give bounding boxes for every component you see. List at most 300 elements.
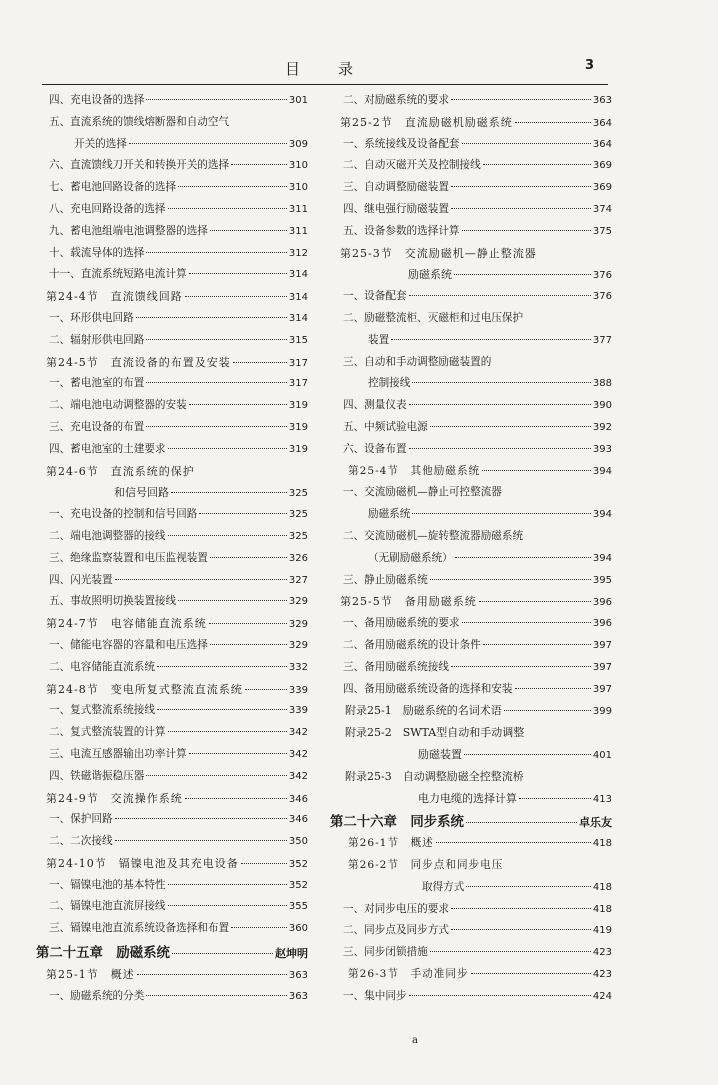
- toc-entry-title: 第24-6节 直流系统的保护: [46, 464, 195, 478]
- toc-entry: [36, 484, 308, 506]
- dot-leader: [241, 863, 287, 864]
- toc-entry-title: 一、系统接线及设备配套: [343, 137, 460, 150]
- toc-entry: [330, 114, 612, 136]
- toc-entry-page: 350: [288, 836, 308, 848]
- toc-entry-title: 励磁装置: [418, 747, 462, 761]
- dot-leader: [483, 644, 591, 645]
- toc-entry: [330, 136, 612, 158]
- dot-leader: [466, 822, 577, 823]
- toc-entry: [330, 724, 612, 746]
- dot-leader: [146, 775, 287, 776]
- toc-entry-title: 四、铁磁谐振稳压器: [49, 769, 145, 782]
- dot-leader: [482, 470, 591, 471]
- toc-entry: [36, 463, 308, 485]
- dot-leader: [189, 273, 287, 274]
- toc-entry: [36, 966, 308, 988]
- toc-entry: [330, 879, 612, 901]
- toc-entry-page: 311: [288, 225, 308, 237]
- toc-entry: [330, 201, 612, 223]
- toc-entry-page: 311: [288, 203, 308, 215]
- dot-leader: [178, 600, 287, 601]
- toc-entry-title: 附录25-3 自动调整励磁全控整流桥: [345, 769, 524, 783]
- toc-entry: [330, 310, 612, 332]
- dot-leader: [231, 927, 287, 928]
- toc-entry-page: 319: [288, 421, 308, 433]
- toc-entry-title: 第24-4节 直流馈线回路: [46, 290, 183, 304]
- dot-leader: [471, 973, 591, 974]
- toc-entry-page: 317: [288, 357, 308, 369]
- toc-entry: [330, 702, 612, 724]
- toc-entry-title: 和信号回路: [114, 486, 169, 500]
- toc-entry-title: 二、备用励磁系统的设计条件: [343, 638, 481, 651]
- toc-entry: [36, 223, 308, 245]
- toc-entry-page: 392: [592, 421, 612, 433]
- toc-entry-page: 363: [288, 990, 308, 1002]
- toc-entry-title: 第二十五章 励磁系统: [36, 945, 170, 962]
- toc-entry-title: 一、复式整流系统接线: [49, 704, 155, 717]
- toc-entry: [36, 811, 308, 833]
- dot-leader: [451, 666, 591, 667]
- toc-entry-page: 394: [592, 552, 612, 564]
- toc-entry-page: 329: [288, 596, 308, 608]
- toc-entry-page: 325: [288, 488, 308, 500]
- toc-entry-page: 314: [288, 292, 308, 304]
- toc-entry: [330, 419, 612, 441]
- toc-entry-page: 314: [288, 312, 308, 324]
- toc-entry: [330, 857, 612, 879]
- toc-entry: [36, 441, 308, 463]
- header-rule: [42, 84, 608, 85]
- toc-entry-page: 377: [592, 334, 612, 346]
- toc-entry-title: 装置: [368, 333, 390, 346]
- dot-leader: [451, 208, 591, 209]
- toc-entry-page: 399: [592, 706, 612, 718]
- dot-leader: [451, 186, 591, 187]
- toc-entry-title: 七、蓄电池回路设备的选择: [49, 181, 177, 194]
- dot-leader: [409, 995, 591, 996]
- toc-entry-page: 376: [592, 291, 612, 303]
- toc-entry: [36, 136, 308, 158]
- dot-leader: [451, 908, 591, 909]
- toc-entry-title: 三、电流互感器输出功率计算: [49, 747, 187, 760]
- toc-entry: [330, 901, 612, 923]
- toc-entry-title: 附录25-1 励磁系统的名词术语: [345, 704, 502, 718]
- toc-entry-title: 四、充电设备的选择: [49, 94, 145, 106]
- toc-entry: [330, 681, 612, 703]
- toc-entry: [36, 288, 308, 310]
- toc-entry-page: 423: [592, 947, 612, 959]
- toc-entry-title: 第24-9节 交流操作系统: [46, 791, 183, 805]
- toc-entry-title: 二、镉镍电池直流屏接线: [49, 900, 166, 913]
- toc-entry-page: 326: [288, 552, 308, 564]
- toc-entry: [330, 550, 612, 572]
- dot-leader: [430, 951, 591, 952]
- toc-entry-title: 一、保护回路: [49, 813, 113, 826]
- toc-entry: [36, 375, 308, 397]
- toc-entry-page: 388: [592, 378, 612, 390]
- toc-entry-title: 第26-1节 概述: [348, 837, 434, 850]
- dot-leader: [466, 886, 591, 887]
- toc-right-column: [330, 92, 612, 1010]
- dot-leader: [412, 382, 591, 383]
- toc-entry-page: 342: [288, 727, 308, 739]
- toc-entry-page: 419: [592, 925, 612, 937]
- toc-entry: [330, 245, 612, 267]
- dot-leader: [115, 840, 287, 841]
- dot-leader: [409, 404, 591, 405]
- dot-leader: [146, 382, 287, 383]
- toc-entry-title: 二、端电池调整器的接线: [49, 529, 166, 542]
- toc-entry-title: 励磁系统: [368, 508, 411, 521]
- dot-leader: [146, 99, 287, 100]
- toc-entry: [36, 114, 308, 136]
- toc-entry-page: 319: [288, 400, 308, 412]
- page-number: 3: [585, 58, 595, 73]
- toc-entry-page: 342: [288, 770, 308, 782]
- toc-entry-page: 401: [592, 749, 612, 761]
- toc-entry: [330, 157, 612, 179]
- toc-entry-page: 346: [288, 793, 308, 805]
- toc-entry: [36, 419, 308, 441]
- dot-leader: [455, 557, 591, 558]
- toc-entry-page: 346: [288, 814, 308, 826]
- toc-entry-title: 一、储能电容器的容量和电压选择: [49, 638, 208, 651]
- toc-entry: [36, 354, 308, 376]
- toc-entry: [330, 506, 612, 528]
- toc-entry-page: 394: [592, 465, 612, 477]
- toc-entry-page: 364: [592, 117, 612, 129]
- toc-entry-page: 327: [288, 574, 308, 586]
- toc-entry: [36, 942, 308, 966]
- toc-entry-page: 329: [288, 639, 308, 651]
- dot-leader: [519, 798, 591, 799]
- toc-entry: [36, 397, 308, 419]
- toc-entry: [36, 790, 308, 812]
- toc-entry: [36, 615, 308, 637]
- toc-entry: [330, 659, 612, 681]
- dot-leader: [115, 579, 287, 580]
- dot-leader: [409, 295, 591, 296]
- toc-entry: [330, 484, 612, 506]
- toc-entry-title: 二、同步点及同步方式: [343, 924, 449, 937]
- toc-entry: [330, 528, 612, 550]
- toc-entry-title: 控制接线: [368, 377, 411, 390]
- dot-leader: [479, 601, 591, 602]
- toc-entry-page: 309: [288, 138, 308, 150]
- toc-entry: [36, 550, 308, 572]
- toc-entry: [330, 397, 612, 419]
- toc-entry-title: 四、继电强行励磁装置: [343, 202, 449, 215]
- dot-leader: [168, 905, 287, 906]
- toc-entry-page: 339: [288, 684, 308, 696]
- toc-entry: [330, 944, 612, 966]
- toc-entry-title: 二、复式整流装置的计算: [49, 726, 166, 739]
- dot-leader: [515, 688, 591, 689]
- toc-entry: [36, 310, 308, 332]
- toc-entry-title: 取得方式: [422, 880, 465, 893]
- toc-entry: [330, 835, 612, 857]
- toc-entry-page: 332: [288, 661, 308, 673]
- toc-entry: [36, 898, 308, 920]
- toc-entry-page: 396: [592, 618, 612, 630]
- toc-entry-page: 396: [592, 597, 612, 609]
- toc-entry-page: 363: [288, 970, 308, 982]
- toc-entry-title: 六、设备布置: [343, 442, 407, 455]
- dot-leader: [137, 974, 287, 975]
- toc-entry-title: 一、环形供电回路: [49, 311, 134, 324]
- toc-entry-title: 五、设备参数的选择计算: [343, 224, 460, 237]
- dot-leader: [168, 884, 287, 885]
- toc-entry: [36, 528, 308, 550]
- toc-entry-title: 一、对同步电压的要求: [343, 902, 449, 915]
- dot-leader: [210, 557, 287, 558]
- toc-entry-title: （无刷励磁系统）: [368, 551, 453, 564]
- toc-entry: [330, 463, 612, 485]
- toc-entry-page: 319: [288, 443, 308, 455]
- toc-entry: [330, 746, 612, 768]
- toc-entry: [36, 332, 308, 354]
- toc-entry: [36, 681, 308, 703]
- toc-entry-page: 397: [592, 639, 612, 651]
- toc-entry-title: 第25-5节 备用励磁系统: [340, 595, 477, 609]
- toc-entry-title: 四、闪光装置: [49, 573, 113, 586]
- dot-leader: [430, 426, 591, 427]
- toc-entry: [36, 659, 308, 681]
- toc-entry-title: 三、同步闭锁措施: [343, 946, 428, 959]
- toc-entry-page: 418: [592, 903, 612, 915]
- toc-entry-page: 312: [288, 247, 308, 259]
- toc-entry-page: 413: [592, 793, 612, 805]
- toc-entry-title: 一、备用励磁系统的要求: [343, 617, 460, 630]
- toc-entry-title: 二、励磁整流柜、灭磁柜和过电压保护: [343, 311, 524, 324]
- dot-leader: [409, 448, 591, 449]
- toc-entry-title: 三、镉镍电池直流系统设备选择和布置: [49, 922, 230, 935]
- toc-entry-title: 九、蓄电池组端电池调整器的选择: [49, 224, 208, 237]
- toc-entry-title: 五、事故照明切换装置接线: [49, 595, 177, 608]
- toc-entry-page: 329: [288, 619, 308, 631]
- toc-entry-page: 363: [592, 95, 612, 106]
- toc-entry-page: 395: [592, 574, 612, 586]
- toc-entry-title: 第24-8节 变电所复式整流直流系统: [46, 682, 243, 696]
- toc-entry: [36, 702, 308, 724]
- toc-entry: [330, 988, 612, 1010]
- toc-entry-title: 第26-3节 手动准同步: [348, 968, 469, 981]
- dot-leader: [129, 143, 287, 144]
- dot-leader: [136, 317, 287, 318]
- toc-entry-page: 375: [592, 225, 612, 237]
- toc-entry-title: 附录25-2 SWTA型自动和手动调整: [345, 726, 525, 740]
- toc-entry: [330, 266, 612, 288]
- toc-entry-page: 369: [592, 160, 612, 172]
- toc-entry-page: 314: [288, 269, 308, 281]
- dot-leader: [483, 164, 591, 165]
- toc-entry-page: 317: [288, 378, 308, 390]
- toc-entry-title: 八、充电回路设备的选择: [49, 202, 166, 215]
- toc-entry-title: 一、镉镍电池的基本特性: [49, 878, 166, 891]
- dot-leader: [146, 426, 287, 427]
- dot-leader: [209, 623, 287, 624]
- toc-entry: [36, 768, 308, 790]
- toc-entry-page: 364: [592, 138, 612, 150]
- toc-entry-title: 三、备用励磁系统接线: [343, 660, 449, 673]
- toc-entry-page: 369: [592, 182, 612, 194]
- toc-entry: [36, 833, 308, 855]
- dot-leader: [185, 798, 287, 799]
- dot-leader: [146, 339, 287, 340]
- dot-leader: [199, 513, 287, 514]
- toc-entry-page: 418: [592, 881, 612, 893]
- toc-left-column: [36, 92, 308, 1010]
- toc-entry-page: 394: [592, 509, 612, 521]
- toc-entry-page: 310: [288, 160, 308, 172]
- toc-entry: [36, 506, 308, 528]
- dot-leader: [157, 709, 287, 710]
- toc-entry-title: 四、测量仪表: [343, 399, 407, 412]
- toc-entry-title: 第26-2节 同步点和同步电压: [348, 859, 504, 872]
- toc-entry-title: 二、电容储能直流系统: [49, 660, 155, 673]
- toc-entry-page: 397: [592, 661, 612, 673]
- toc-entry: [330, 768, 612, 790]
- toc-entry: [330, 811, 612, 835]
- toc-entry: [36, 637, 308, 659]
- toc-entry-title: 一、蓄电池室的布置: [49, 377, 145, 390]
- toc-entry: [330, 441, 612, 463]
- dot-leader: [171, 492, 287, 493]
- toc-entry: [36, 266, 308, 288]
- dot-leader: [189, 753, 287, 754]
- toc-entry: [330, 288, 612, 310]
- dot-leader: [172, 953, 273, 954]
- dot-leader: [451, 99, 591, 100]
- dot-leader: [391, 339, 591, 340]
- dot-leader: [430, 579, 591, 580]
- dot-leader: [245, 689, 287, 690]
- toc-entry-title: 一、集中同步: [343, 989, 407, 1002]
- toc-entry: [36, 988, 308, 1010]
- dot-leader: [146, 995, 287, 996]
- toc-entry-title: 第24-7节 电容储能直流系统: [46, 617, 207, 631]
- toc-entry-title: 十、载流导体的选择: [49, 246, 145, 259]
- toc-entry-title: 五、中频试验电源: [343, 420, 428, 433]
- toc-entry-page: 393: [592, 443, 612, 455]
- dot-leader: [515, 122, 591, 123]
- toc-entry: [330, 615, 612, 637]
- toc-entry-page: 360: [288, 923, 308, 935]
- toc-entry-title: 第25-1节 概述: [46, 968, 135, 982]
- toc-entry: [330, 332, 612, 354]
- toc-entry: [36, 746, 308, 768]
- dot-leader: [454, 274, 591, 275]
- dot-leader: [146, 252, 287, 253]
- toc-entry-title: 三、充电设备的布置: [49, 420, 145, 433]
- toc-entry-page: 342: [288, 748, 308, 760]
- toc-entry-title: 二、端电池电动调整器的安装: [49, 399, 187, 412]
- toc-entry-page: 423: [592, 969, 612, 981]
- dot-leader: [168, 448, 287, 449]
- toc-entry: [330, 790, 612, 812]
- toc-entry: [36, 920, 308, 942]
- toc-entry-title: 二、自动灭磁开关及控制接线: [343, 159, 481, 172]
- toc-entry: [36, 92, 308, 114]
- toc-entry-title: 励磁系统: [408, 268, 452, 282]
- dot-leader: [462, 622, 591, 623]
- dot-leader: [504, 710, 591, 711]
- dot-leader: [233, 362, 287, 363]
- toc-entry-page: 310: [288, 182, 308, 194]
- toc-entry-title: 三、绝缘监察装置和电压监视装置: [49, 551, 208, 564]
- toc-entry-title: 三、静止励磁系统: [343, 573, 428, 586]
- toc-entry-page: 390: [592, 400, 612, 412]
- toc-entry-title: 第25-4节 其他励磁系统: [348, 464, 481, 477]
- toc-entry-title: 三、自动和手动调整励磁装置的: [343, 355, 492, 368]
- dot-leader: [412, 513, 591, 514]
- toc-entry-title: 第24-10节 镉镍电池及其充电设备: [46, 856, 239, 870]
- toc-entry-title: 二、辐射形供电回路: [49, 333, 145, 346]
- toc-entry-title: 四、备用励磁系统设备的选择和安装: [343, 682, 513, 695]
- toc-entry-title: 五、直流系统的馈线熔断器和自动空气: [49, 115, 230, 128]
- toc-entry-title: 第25-3节 交流励磁机—静止整流器: [340, 246, 537, 260]
- dot-leader: [210, 230, 287, 231]
- toc-entry: [36, 179, 308, 201]
- dot-leader: [168, 731, 287, 732]
- toc-entry-page: 301: [288, 95, 308, 106]
- toc-entry-page: 315: [288, 334, 308, 346]
- toc-entry-title: 第24-5节 直流设备的布置及安装: [46, 355, 231, 369]
- toc-entry-page: 374: [592, 203, 612, 215]
- dot-leader: [462, 230, 591, 231]
- toc-entry: [330, 354, 612, 376]
- toc-entry: [36, 724, 308, 746]
- toc-entry-title: 四、蓄电池室的土建要求: [49, 442, 166, 455]
- toc-entry: [36, 572, 308, 594]
- toc-entry-title: 第25-2节 直流励磁机励磁系统: [340, 115, 513, 129]
- toc-entry: [36, 245, 308, 267]
- toc-entry-title: 二、交流励磁机—旋转整流器励磁系统: [343, 529, 524, 542]
- toc-entry-title: 一、充电设备的控制和信号回路: [49, 508, 198, 521]
- toc-entry-title: 第二十六章 同步系统: [330, 814, 464, 831]
- dot-leader: [185, 296, 287, 297]
- toc-entry-title: 一、交流励磁机—静止可控整流器: [343, 486, 502, 499]
- toc-entry: [330, 223, 612, 245]
- footer-mark: a: [412, 1035, 418, 1046]
- dot-leader: [436, 842, 591, 843]
- chapter-author: 赵坤明: [275, 947, 308, 961]
- toc-entry: [36, 877, 308, 899]
- toc-entry: [330, 593, 612, 615]
- toc-entry-page: 397: [592, 683, 612, 695]
- header-title: 目录: [285, 60, 392, 78]
- toc-entry-title: 二、对励磁系统的要求: [343, 94, 449, 106]
- dot-leader: [210, 644, 287, 645]
- toc-entry-title: 十一、直流系统短路电流计算: [49, 268, 187, 281]
- chapter-author: 卓乐友: [579, 816, 612, 830]
- toc-entry-page: 325: [288, 509, 308, 521]
- toc-entry: [330, 92, 612, 114]
- dot-leader: [157, 666, 287, 667]
- toc-entry-page: 352: [288, 879, 308, 891]
- toc-entry: [330, 637, 612, 659]
- dot-leader: [189, 404, 287, 405]
- toc-entry: [36, 855, 308, 877]
- toc-entry-page: 339: [288, 705, 308, 717]
- toc-entry-title: 六、直流馈线刀开关和转换开关的选择: [49, 159, 230, 172]
- toc-entry: [36, 157, 308, 179]
- toc-entry-title: 三、自动调整励磁装置: [343, 181, 449, 194]
- toc-entry-page: 325: [288, 530, 308, 542]
- dot-leader: [464, 754, 591, 755]
- dot-leader: [178, 186, 287, 187]
- dot-leader: [168, 535, 287, 536]
